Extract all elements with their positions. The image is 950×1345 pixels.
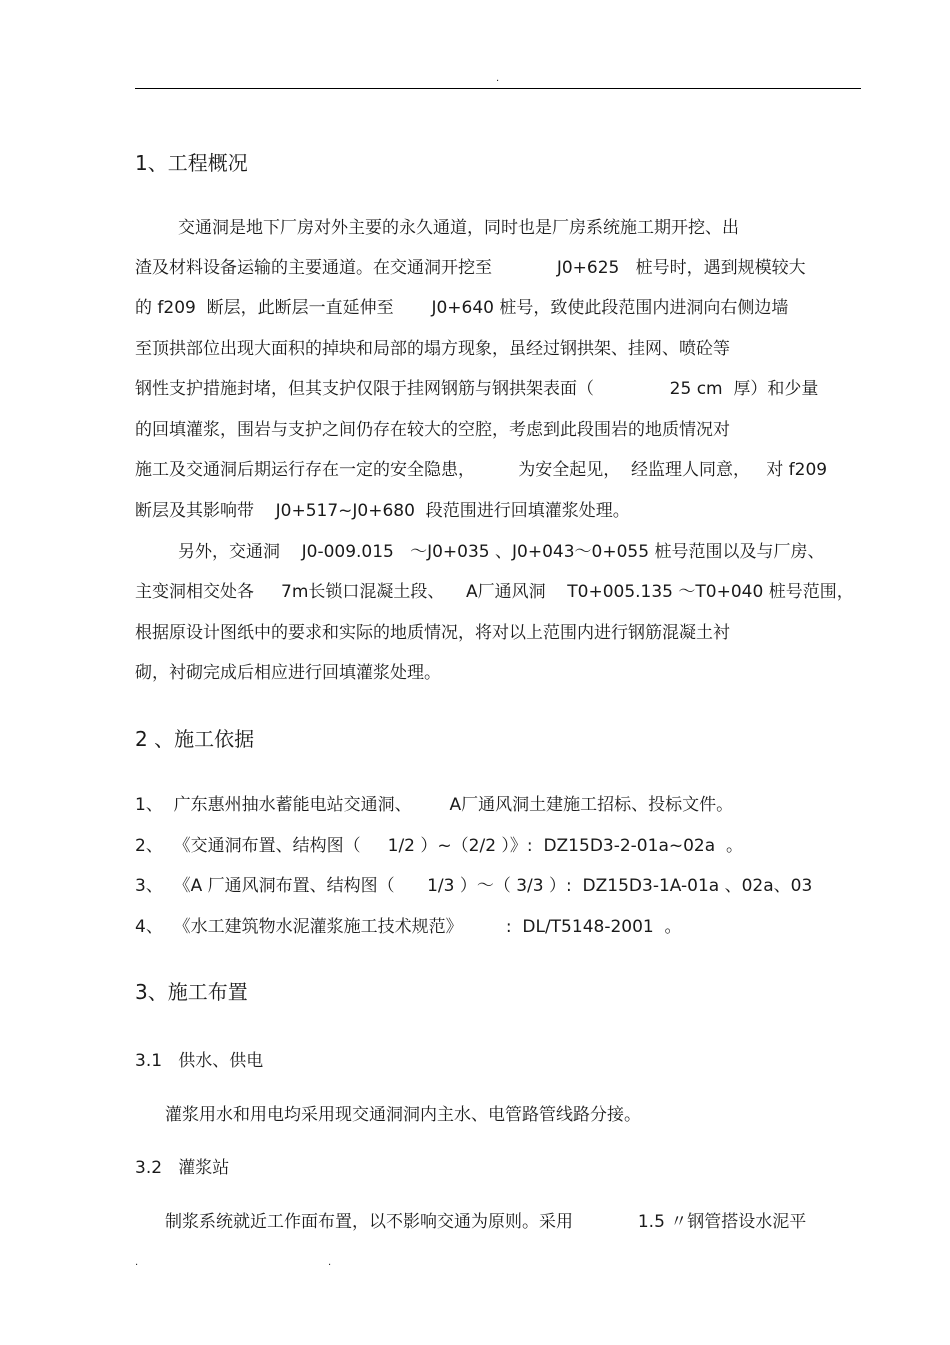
s2-item-1: 1、 广东惠州抽水蓄能电站交通洞、 A厂通风洞土建施工招标、投标文件。 — [135, 795, 734, 815]
s1-p1-line-3: 的 f209 断层，此断层一直延伸至 J0+640 桩号，致使此段范围内进洞向右侧边墙 — [135, 298, 789, 318]
s1-p2-line-1: 另外，交通洞 J0-009.015 ～J0+035 、J0+043～0+055 桩号范围以及与厂房、 — [178, 542, 825, 562]
footer-mark-left: . — [135, 1257, 139, 1268]
header-rule — [135, 88, 861, 89]
s1-p2-line-3: 根据原设计图纸中的要求和实际的地质情况，将对以上范围内进行钢筋混凝土衬 — [135, 623, 730, 643]
s1-p1-line-6: 的回填灌浆，围岩与支护之间仍存在较大的空腔，考虑到此段围岩的地质情况对 — [135, 420, 730, 440]
s2-item-4: 4、 《水工建筑物水泥灌浆施工技术规范》 : DL/T5148-2001 。 — [135, 917, 682, 937]
section-1-title: 1、工程概况 — [135, 151, 248, 175]
s2-item-2: 2、 《交通洞布置、结构图（ 1/2 ）~（2/2 ）》: DZ15D3-2-01a~02a 。 — [135, 836, 743, 856]
s3-sub2-text: 制浆系统就近工作面布置，以不影响交通为原则。采用 1.5 〃钢管搭设水泥平 — [165, 1212, 807, 1232]
s2-item-3: 3、 《A 厂通风洞布置、结构图（ 1/3 ）～（ 3/3 ）: DZ15D3-1A-01a 、02a、03 — [135, 876, 813, 896]
s3-sub1-title: 3.1 供水、供电 — [135, 1051, 264, 1071]
s1-p1-line-4: 至顶拱部位出现大面积的掉块和局部的塌方现象，虽经过钢拱架、挂网、喷砼等 — [135, 339, 730, 359]
s3-sub1-text: 灌浆用水和用电均采用现交通洞洞内主水、电管路管线路分接。 — [165, 1105, 641, 1125]
s1-p2-line-2: 主变洞相交处各 7m长锁口混凝土段、 A厂通风洞 T0+005.135 ～T0+040 桩号范围， — [135, 582, 854, 602]
s1-p1-line-5: 钢性支护措施封堵，但其支护仅限于挂网钢筋与钢拱架表面（ 25 cm 厚）和少量 — [135, 379, 819, 399]
s1-p1-line-8: 断层及其影响带 J0+517~J0+680 段范围进行回填灌浆处理。 — [135, 501, 630, 521]
header-mark: . — [496, 73, 500, 84]
s1-p1-line-7: 施工及交通洞后期运行存在一定的安全隐患， 为安全起见， 经监理人同意， 对 f209 — [135, 460, 828, 480]
s1-p1-line-2: 渣及材料设备运输的主要通道。在交通洞开挖至 J0+625 桩号时，遇到规模较大 — [135, 258, 806, 278]
section-3-title: 3、施工布置 — [135, 980, 248, 1004]
s1-p2-line-4: 砌，衬砌完成后相应进行回填灌浆处理。 — [135, 663, 441, 683]
section-2-title: 2 、施工依据 — [135, 727, 255, 751]
s1-p1-line-1: 交通洞是地下厂房对外主要的永久通道，同时也是厂房系统施工期开挖、出 — [178, 218, 739, 238]
s3-sub2-title: 3.2 灌浆站 — [135, 1158, 230, 1178]
footer-mark-right: . — [328, 1257, 332, 1268]
